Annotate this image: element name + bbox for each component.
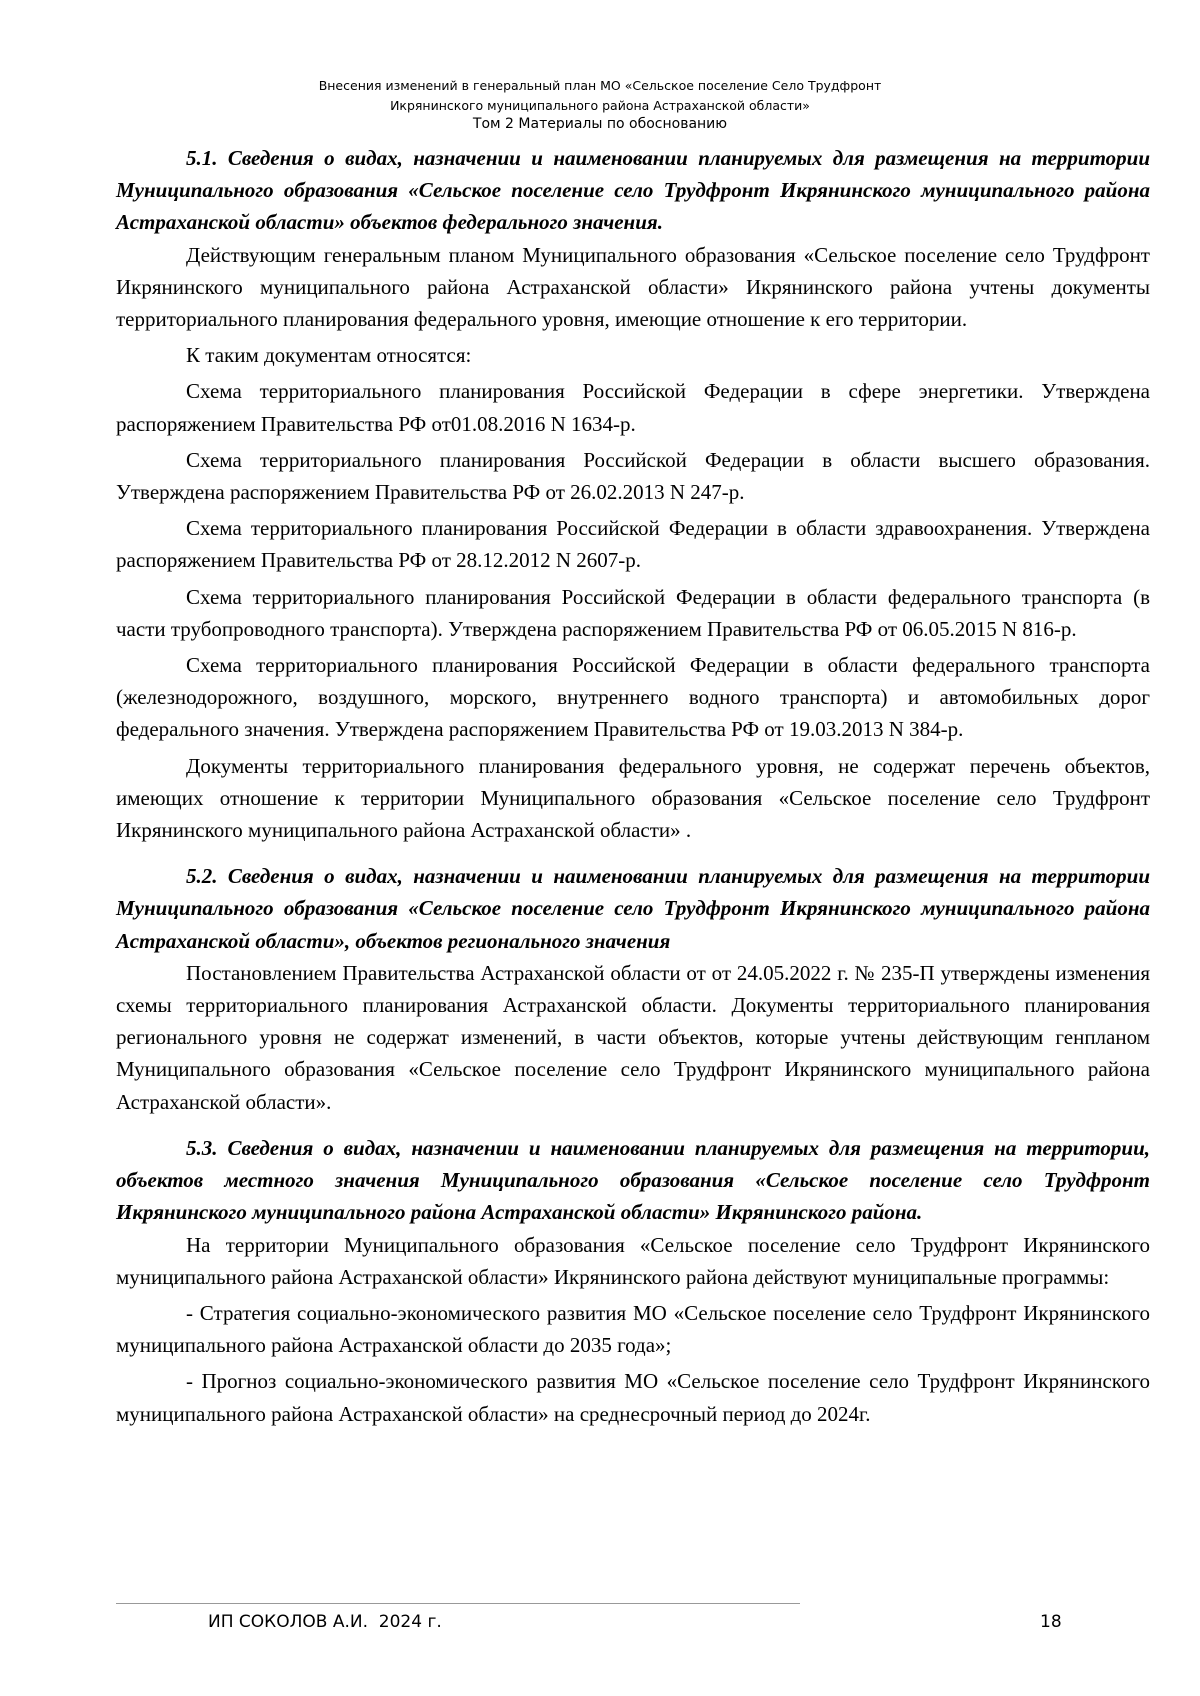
header-title-line1: Внесения изменений в генеральный план МО «Сельское поселение Село Трудфронт [318,78,882,93]
section-5-3-paragraph: На территории Муниципального образования «Сельское поселение село Трудфронт Икрянинского муниципального района Астраханской области» Икрянинского района действуют муниципальные программы: [116,1232,1150,1289]
section-5-1-paragraph: Схема территориального планирования Российской Федерации в сфере энергетики. Утверждена распоряжением Правительства РФ от01.08.2016 N 1634-р. [116,379,1150,436]
footer-divider [116,1603,800,1604]
page-number: 18 [1040,1612,1062,1632]
section-5-1-paragraph: Схема территориального планирования Российской Федерации в области высшего образования. Утверждена распоряжением Правительства РФ от 26.02.2013 N 247-р. [116,447,1150,505]
section-5-1-paragraph: Действующим генеральным планом Муниципального образования «Сельское поселение село Трудфронт Икрянинского муниципального района Астраханской области» Икрянинского района учтены документы территориального планирования федерального уровня, имеющие отношение к его территории. [116,242,1150,332]
section-5-1-paragraph: Документы территориального планирования федерального уровня, не содержат перечень объектов, имеющих отношение к территории Муниципального образования «Сельское поселение село Трудфронт Икрянинского муниципального района Астраханской области» . [116,753,1150,843]
document-body [116,142,1150,1430]
section-5-1-paragraph: К таким документам относятся: [186,343,472,368]
section-5-3-list-item: - Прогноз социально-экономического развития МО «Сельское поселение село Трудфронт Икрянинского муниципального района Астраханской области» на среднесрочный период до 2024г. [116,1369,1150,1426]
section-5-1-heading: 5.1. Сведения о видах, назначении и наименовании планируемых для размещения на территории Муниципального образования «Сельское поселение село Трудфронт Икрянинского муниципального района Астраханской области» объектов федерального значения. [116,146,1150,235]
header-volume: Том 2 Материалы по обоснованию [472,116,728,132]
section-5-3-list-item: - Стратегия социально-экономического развития МО «Сельское поселение село Трудфронт Икрянинского муниципального района Астраханской области до 2035 года»; [116,1300,1150,1358]
header-title-line2: Икрянинского муниципального района Астраханской области» [390,98,810,113]
section-5-1-paragraph: Схема территориального планирования Российской Федерации в области здравоохранения. Утверждена распоряжением Правительства РФ от 28.12.2012 N 2607-р. [116,516,1150,573]
page-header [100,76,1100,132]
section-5-1-paragraph: Схема территориального планирования Российской Федерации в области федерального транспорта (железнодорожного, воздушного, морского, внутреннего водного транспорта) и автомобильных дорог федерального значения. Утверждена распоряжением Правительства РФ от 19.03.2013 N 384-р. [116,653,1150,742]
section-5-2-heading: 5.2. Сведения о видах, назначении и наименовании планируемых для размещения на территории Муниципального образования «Сельское поселение село Трудфронт Икрянинского муниципального района Астраханской области», объектов регионального значения [116,864,1150,953]
section-5-1-paragraph: Схема территориального планирования Российской Федерации в области федерального транспорта (в части трубопроводного транспорта). Утверждена распоряжением Правительства РФ от 06.05.2015 N 816-р. [116,584,1150,641]
footer-author: ИП СОКОЛОВ А.И. 2024 г. [208,1612,442,1632]
section-5-2-paragraph: Постановлением Правительства Астраханской области от от 24.05.2022 г. № 235-П утверждены изменения схемы территориального планирования Астраханской области. Документы территориального планирования регионального уровня не содержат изменений, в части объектов, которые учтены действующим генпланом Муниципального образования «Сельское поселение село Трудфронт Икрянинского муниципального района Астраханской области». [116,960,1150,1114]
section-5-3-heading: 5.3. Сведения о видах, назначении и наименовании планируемых для размещения на территории, объектов местного значения Муниципального образования «Сельское поселение село Трудфронт Икрянинского муниципального района Астраханской области» Икрянинского района. [116,1135,1150,1225]
